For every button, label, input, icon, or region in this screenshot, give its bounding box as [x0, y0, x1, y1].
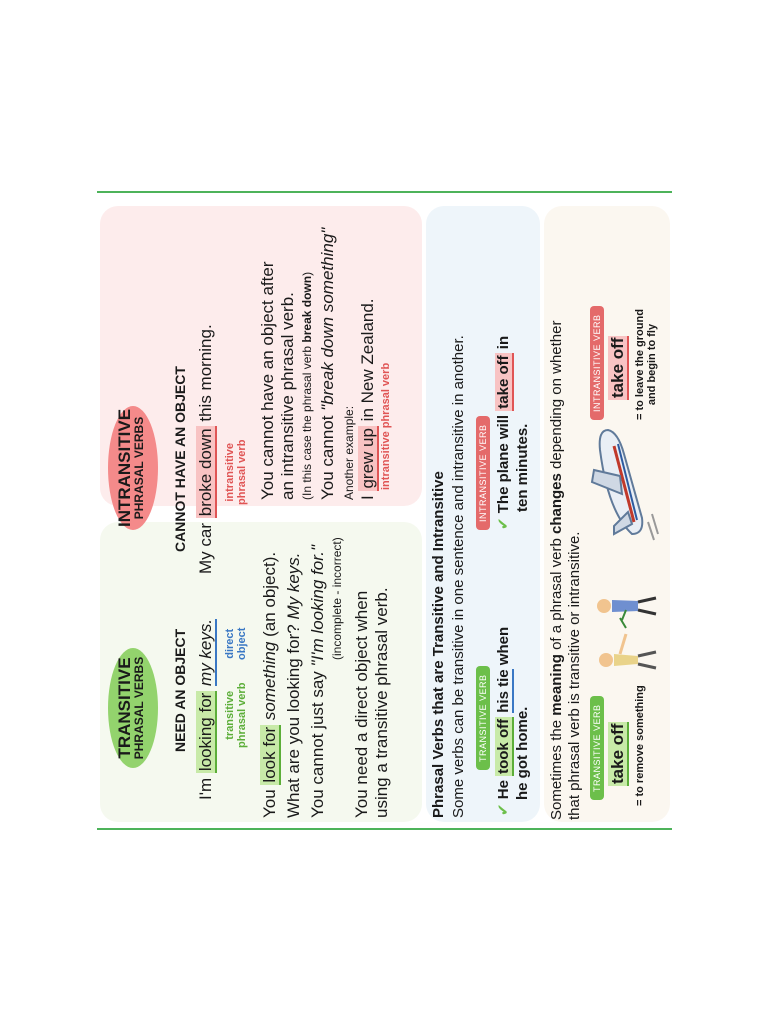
- direct-object-label: direct object: [224, 627, 248, 660]
- transitive-example: I'm looking for my keys.: [196, 618, 215, 800]
- transitive-line-3: You cannot just say "I'm looking for.": [308, 545, 327, 818]
- both-example-1: ✔ He took off his tie when: [495, 626, 512, 816]
- intransitive-example-2: I grew up in New Zealand.: [358, 298, 377, 500]
- airplane-icon: [578, 422, 660, 542]
- intransitive-verb-label: intransitive phrasal verb: [224, 439, 248, 505]
- incomplete-note: (incomplete - incorrect): [330, 537, 344, 660]
- transitive-line-4: You need a direct object when: [352, 590, 371, 818]
- intransitive-line-3: (In this case the phrasal verb break down): [300, 271, 314, 500]
- check-icon: ✔: [495, 803, 512, 816]
- both-subtitle: Some verbs can be transitive in one sentence and intransitive in another.: [450, 335, 467, 818]
- transitive-pill: TRANSITIVE PHRASAL VERBS: [108, 648, 158, 768]
- intransitive-line-2: an intransitive phrasal verb.: [278, 292, 297, 500]
- intransitive-line-4: You cannot "break down something": [318, 227, 337, 500]
- phrasal-verbs-poster: [96, 194, 674, 830]
- intransitive-pill: INTRANSITIVE PHRASAL VERBS: [108, 406, 158, 530]
- transitive-line-1: You look for something (an object).: [260, 551, 279, 818]
- intransitive-line-1: You cannot have an object after: [258, 261, 277, 500]
- meaning-transitive-chip: TRANSITIVE VERB: [590, 696, 604, 800]
- meaning-line-2: that phrasal verb is transitive or intransitive.: [566, 531, 583, 820]
- intransitive-chip: INTRANSITIVE VERB: [476, 416, 490, 530]
- transitive-heading: NEED AN OBJECT: [172, 628, 188, 752]
- meaning-intransitive-verb: take off: [608, 337, 627, 398]
- meaning-transitive-definition: = to remove something: [634, 685, 646, 806]
- both-example-1-line2: he got home.: [514, 706, 531, 800]
- both-title: Phrasal Verbs that are Transitive and Intransitive: [430, 471, 447, 818]
- intransitive-example: My car broke down this morning.: [196, 324, 215, 574]
- another-example-label: Another example:: [342, 405, 356, 500]
- transitive-chip: TRANSITIVE VERB: [476, 666, 490, 770]
- people-illustration-icon: [592, 580, 658, 680]
- both-example-2: ✔ The plane will take off in: [495, 335, 512, 530]
- check-icon: ✔: [495, 517, 512, 530]
- both-example-2-line2: ten minutes.: [514, 423, 531, 512]
- meaning-line-1: Sometimes the meaning of a phrasal verb changes depending on whether: [548, 320, 565, 820]
- transitive-line-2: What are you looking for? My keys.: [284, 552, 303, 818]
- transitive-verb-label: transitive phrasal verb: [224, 682, 248, 748]
- meaning-intransitive-chip: INTRANSITIVE VERB: [590, 306, 604, 420]
- intransitive-heading: CANNOT HAVE AN OBJECT: [172, 366, 188, 552]
- intransitive-example-2-label: intransitive phrasal verb: [380, 362, 392, 490]
- meaning-intransitive-definition: = to leave the ground and begin to fly: [634, 309, 658, 420]
- top-rule: [97, 191, 672, 193]
- meaning-transitive-verb: take off: [608, 723, 627, 784]
- transitive-line-5: using a transitive phrasal verb.: [372, 587, 391, 818]
